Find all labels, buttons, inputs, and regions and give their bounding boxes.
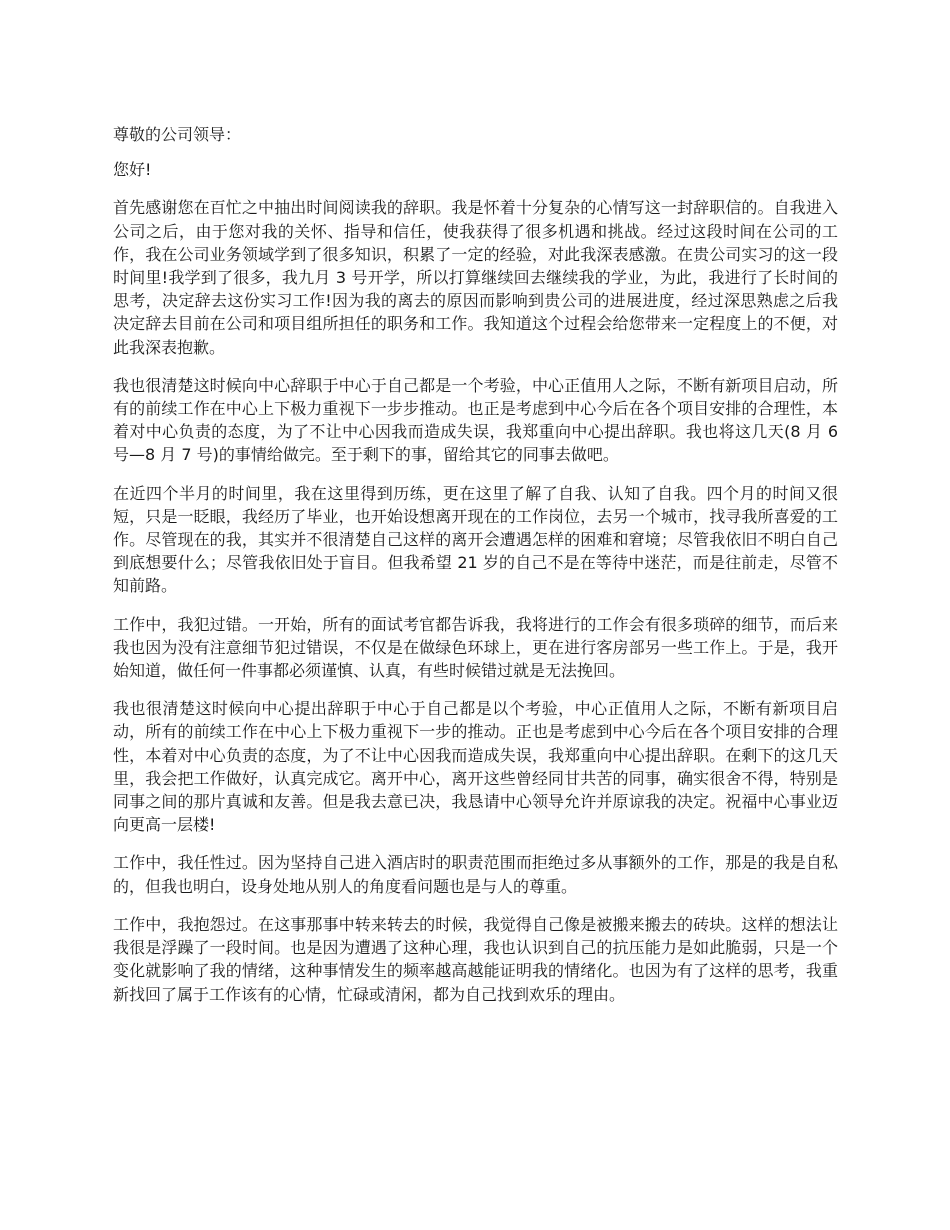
paragraph-farewell: 我也很清楚这时候向中心提出辞职于中心于自己都是以个考验，中心正值用人之际，不断有新项目启动，所有的前续工作在中心上下极力重视下一步的推动。正也是考虑到中心今后在各个项目安排的合理性，本着对中心负责的态度，为了不让中心因我而造成失误，我郑重向中心提出辞职。在剩下的这几天里，我会把工作做好，认真完成它。离开中心，离开这些曾经同甘共苦的同事，确实很舍不得，特别是同事之间的那片真诚和友善。但是我去意已决，我恳请中心领导允许并原谅我的决定。祝福中心事业迈向更高一层楼! [113, 699, 838, 835]
paragraph-willfulness: 工作中，我任性过。因为坚持自己进入酒店时的职责范围而拒绝过多从事额外的工作，那是的我是自私的，但我也明白，设身处地从别人的角度看问题也是与人的尊重。 [113, 853, 838, 896]
resignation-letter [113, 123, 838, 1021]
salutation: 尊敬的公司领导： [113, 125, 242, 144]
greeting: 您好! [113, 160, 152, 180]
paragraph-mistakes: 工作中，我犯过错。一开始，所有的面试考官都告诉我，我将进行的工作会有很多琐碎的细节，而后来我也因为没有注意细节犯过错误，不仅是在做绿色环球上，更在进行客房部另一些工作上。于是，我开始知道，做任何一件事都必须谨慎、认真，有些时候错过就是无法挽回。 [113, 614, 838, 681]
paragraph-gratitude: 首先感谢您在百忙之中抽出时间阅读我的辞职。我是怀着十分复杂的心情写这一封辞职信的。自我进入公司之后，由于您对我的关怀、指导和信任，使我获得了很多机遇和挑战。经过这段时间在公司的工作，我在公司业务领域学到了很多知识，积累了一定的经验，对此我深表感激。在贵公司实习的这一段时间里!我学到了很多，我九月 3 号开学，所以打算继续回去继续我的学业，为此，我进行了长时间的思考，决定辞去这份实习工作!因为我的离去的原因而影响到贵公司的进展进度，经过深思熟虑之后我决定辞去目前在公司和项目组所担任的职务和工作。我知道这个过程会给您带来一定程度上的不便，对此我深表抱歉。 [113, 198, 838, 357]
paragraph-resignation-reason: 我也很清楚这时候向中心辞职于中心于自己都是一个考验，中心正值用人之际，不断有新项目启动，所有的前续工作在中心上下极力重视下一步步推动。也正是考虑到中心今后在各个项目安排的合理性，本着对中心负责的态度，为了不让中心因我而造成失误，我郑重向中心提出辞职。我也将这几天(8 月 6 号—8 月 7 号)的事情给做完。至于剩下的事，留给其它的同事去做吧。 [113, 375, 838, 465]
paragraph-complaints: 工作中，我抱怨过。在这事那事中转来转去的时候，我觉得自己像是被搬来搬去的砖块。这样的想法让我很是浮躁了一段时间。也是因为遭遇了这种心理，我也认识到自己的抗压能力是如此脆弱，只是一个变化就影响了我的情绪，这种事情发生的频率越高越能证明我的情绪化。也因为有了这样的思考，我重新找回了属于工作该有的心情，忙碌或清闲，都为自己找到欢乐的理由。 [113, 914, 838, 1004]
paragraph-reflection: 在近四个半月的时间里，我在这里得到历练，更在这里了解了自我、认知了自我。四个月的时间又很短，只是一眨眼，我经历了毕业，也开始设想离开现在的工作岗位，去另一个城市，找寻我所喜爱的工作。尽管现在的我，其实并不很清楚自己这样的离开会遭遇怎样的困难和窘境；尽管我依旧不明白自己到底想要什么；尽管我依旧处于盲目。但我希望 21 岁的自己不是在等待中迷茫，而是往前走，尽管不知前路。 [113, 483, 838, 596]
